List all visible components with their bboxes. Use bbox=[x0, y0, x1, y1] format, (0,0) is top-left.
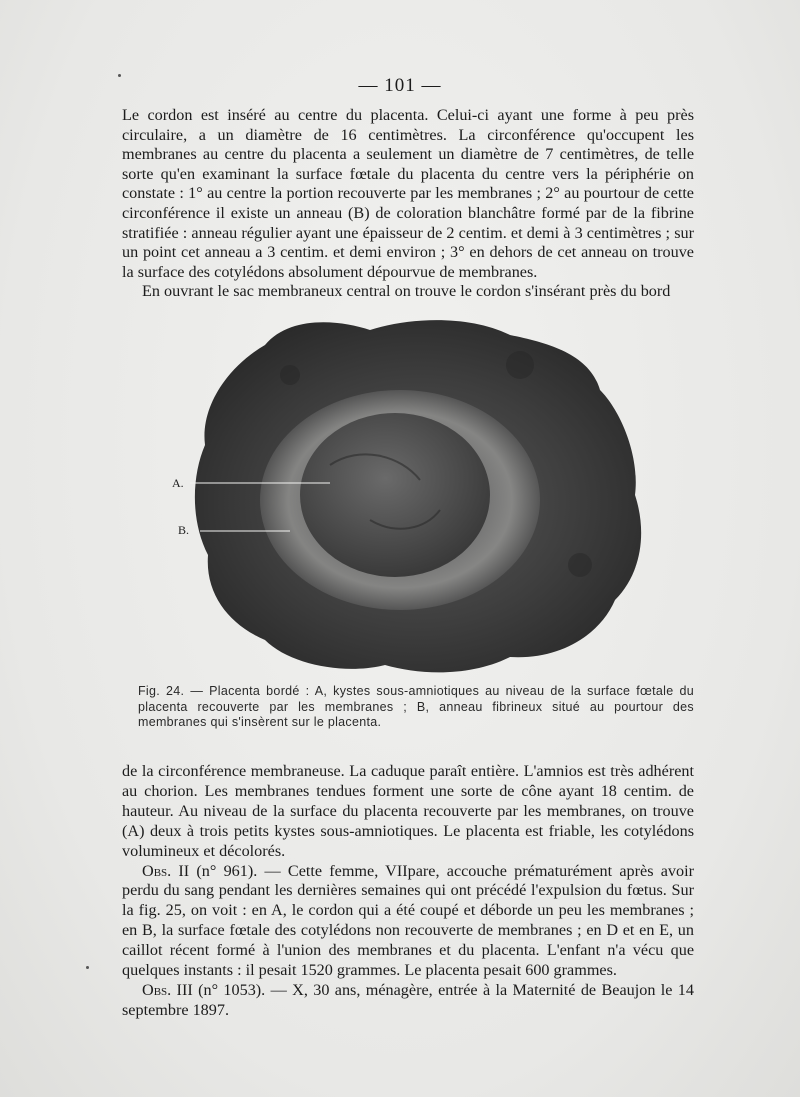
obs-text: (n° 1053). — X, 30 ans, ménagère, entrée à la Maternité de Beaujon le 14 septembre 1897. bbox=[122, 980, 694, 1019]
membrane-center bbox=[300, 413, 490, 577]
figure-caption: Fig. 24. — Placenta bordé : A, kystes sous-amniotiques au niveau de la surface fœtale du placenta recouverte par les membranes ; B, anneau fibrineux situé au pourtour des membranes qui s'insèrent sur le placenta. bbox=[138, 684, 694, 729]
paragraph: de la circonférence membraneuse. La caduque paraît entière. L'amnios est très adhérent au chorion. Les membranes tendues forment une sorte de cône ayant 18 centim. de hauteur. Au niveau de la surface du placenta recouverte par les membranes, on trouve (A) deux à trois petits kystes sous-amniotiques. Le placenta est friable, les cotylédons volumineux et décolorés. bbox=[122, 762, 694, 860]
placenta-figure bbox=[170, 305, 650, 680]
page-number: — 101 — bbox=[358, 75, 442, 96]
obs-text: (n° 961). — Cette femme, VIIpare, accouche prématurément après avoir perdu du sang pendant les dernières semaines qui ont précédé l'expulsion du fœtus. Sur la fig. 25, on voit : en A, le cordon qui a été coupé et déborde un peu les membranes ; en B, la surface fœtale des cotylédons non recouverte de membranes ; en D et en E, un caillot récent formé à l'union des membranes et du placenta. L'enfant n'a vécu que quelques instants : il pesait 1520 grammes. Le placenta pesait 600 grammes. bbox=[122, 861, 694, 980]
obs-label: Obs. II bbox=[142, 861, 190, 880]
bottom-text-block bbox=[122, 762, 694, 1021]
paragraph-obs-3 bbox=[122, 981, 694, 1021]
figure-label-a: A. bbox=[172, 476, 184, 490]
paragraph: En ouvrant le sac membraneux central on trouve le cordon s'insérant près du bord bbox=[142, 282, 671, 301]
ink-speck bbox=[86, 966, 89, 969]
obs-label: Obs. III bbox=[142, 980, 193, 999]
paragraph-obs-2 bbox=[122, 862, 694, 981]
top-text-block bbox=[122, 106, 694, 302]
figure-label-b: B. bbox=[178, 523, 190, 537]
paragraph: Le cordon est inséré au centre du placenta. Celui-ci ayant une forme à peu près circulaire, a un diamètre de 16 centimètres. La circonférence qu'occupent les membranes au centre du placenta a seulement un diamètre de 7 centimètres, de telle sorte qu'en examinant la surface fœtale du placenta du centre vers la périphérie on constate : 1° au centre la portion recouverte par les membranes ; 2° au pourtour de cette circonférence il existe un anneau (B) de coloration blanchâtre formé par de la fibrine stratifiée : anneau régulier ayant une épaisseur de 2 centim. et demi à 3 centimètres ; sur un point cet anneau a 3 centim. et demi environ ; 3° en dehors de cet anneau on trouve la surface des cotylédons absolument dépourvue de membranes. bbox=[122, 106, 694, 281]
